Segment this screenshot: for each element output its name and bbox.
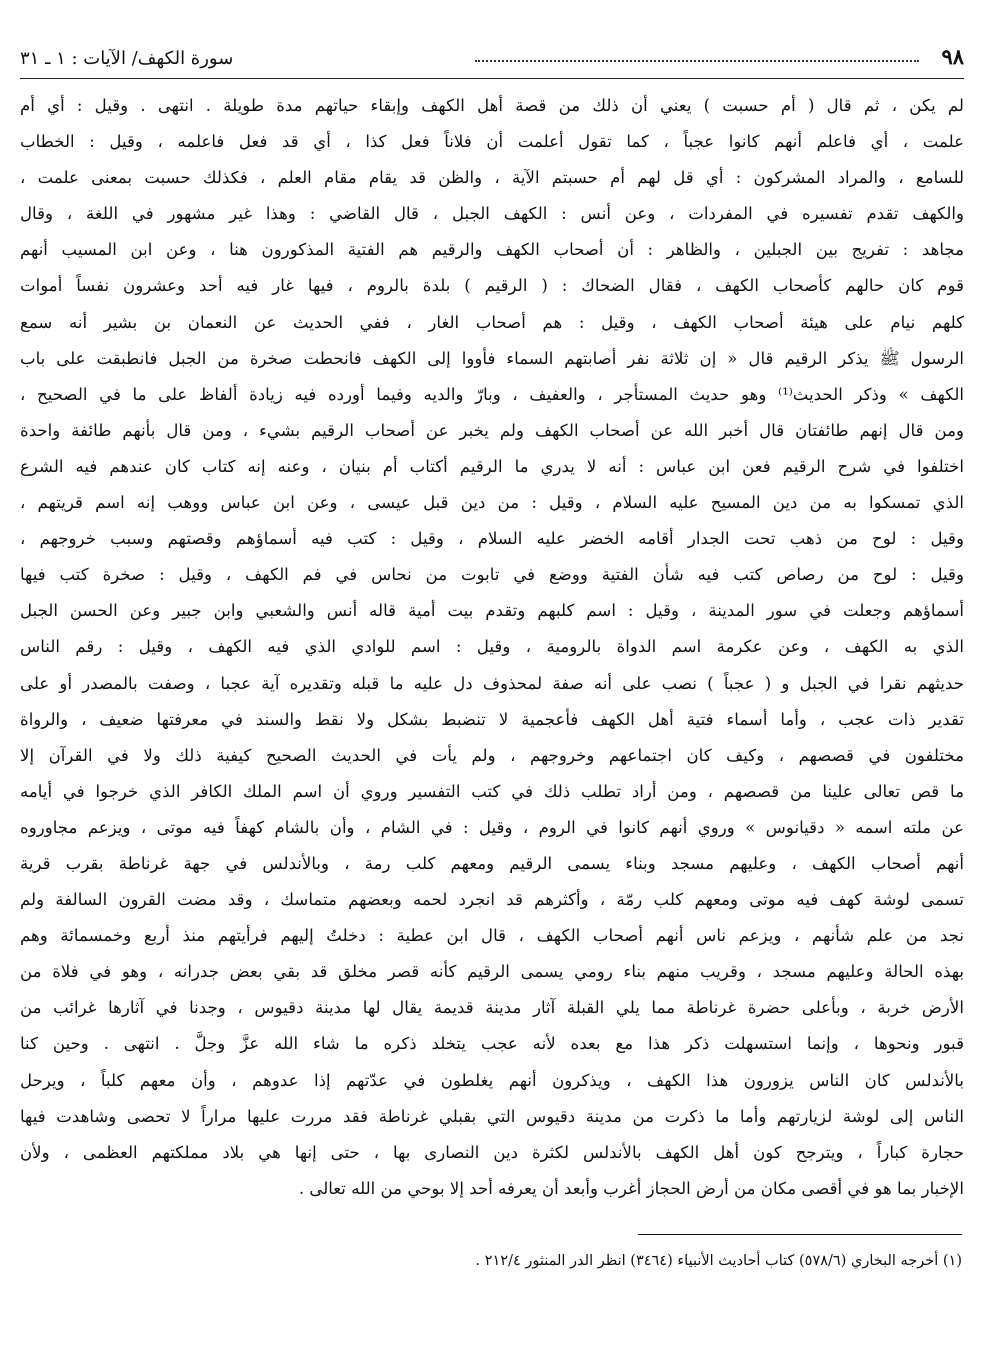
body-line: بالأندلس كان الناس يزورون هذا الكهف ، ويذكرون أنهم يغلطون في عدّتهم إذا عدوهم ، وأن معهم كلباً ، ويرحل xyxy=(20,1070,964,1090)
body-line: كلهم نيام على هيئة أصحاب الكهف ، وقيل : هم أصحاب الغار ، ففي الحديث عن النعمان بن بشير أنه سمع xyxy=(20,312,964,332)
body-line: تسمى لوشة كهف فيه موتى ومعهم كلب رمّة ، وأكثرهم قد انجرد لحمه وبعضهم متماسك ، وقد مضت القرون السالفة ولم xyxy=(20,890,964,910)
body-line: اختلفوا في شرح الرقيم فعن ابن عباس : أنه لا يدري ما الرقيم أكتاب أم بنيان ، وعنه إنه كتاب كان عندهم فيه الشرع xyxy=(20,456,964,476)
body-line: أنهم أصحاب الكهف ، وعليهم مسجد وبناء يسمى الرقيم ومعهم كلب رمة ، وبالأندلس في جهة غرناطة بقرب قرية xyxy=(20,853,964,873)
page-header xyxy=(20,44,964,79)
header-dotted-leader xyxy=(475,60,920,62)
body-line: قبور ونحوها ، وإنما استسهلت ذكر هذا مع بعده لأنه عجب يتخلد ذكره ما شاء الله عزَّ وجلَّ . انتهى . وحين كنا xyxy=(20,1034,964,1054)
body-line: عن ملته اسمه « دقيانوس » وروي أنهم كانوا في الروم ، وقيل : في الشام ، وأن بالشام كهفاً فيه موتى ، ويزعم مجاوروه xyxy=(20,817,964,837)
body-line: الناس إلى لوشة لزيارتهم وأما ما ذكرت من مدينة دقيوس التي بقبلي غرناطة فقد مررت عليها مراراً لا تحصى وشاهدت فيها xyxy=(20,1106,964,1126)
footnote-separator xyxy=(638,1234,962,1235)
footnote: (١) أخرجه البخاري (٥٧٨/٦) كتاب أحاديث الأنبياء (٣٤٦٤) انظر الدر المنثور ٢١٢/٤ . xyxy=(475,1253,962,1269)
page-number: ٩٨ xyxy=(941,44,964,69)
body-line: نجد من علم شأنهم ، ويزعم ناس أنهم أصحاب الكهف ، قال ابن عطية : دخلتُ إليهم فرأيتهم منذ أربع وخمسمائة وهم xyxy=(20,926,964,946)
running-title: سورة الكهف/ الآيات : ١ ـ ٣١ xyxy=(20,48,234,69)
body-line: تقدير ذات عجب ، وأما أسماء فتية أهل الكهف فأعجمية لا تنضبط بشكل ولا نقط والسند في معرفتها ضعيف ، والرواة xyxy=(20,709,964,729)
body-line: وقيل : لوح من ذهب تحت الجدار أقامه الخضر عليه السلام ، وقيل : كتب فيه أسماؤهم وقصتهم وسبب خروجهم ، xyxy=(20,529,964,549)
body-line: للسامع ، والمراد المشركون : أي قل لهم أم حسبتم الآية ، والظن قد يقام مقام العلم ، فكذلك حسبت بمعنى علمت ، xyxy=(20,168,964,188)
body-line: وقيل : لوح من رصاص كتب فيه شأن الفتية ووضع في تابوت من نحاس في فم الكهف ، وقيل : صخرة كتب فيها xyxy=(20,565,964,585)
body-line: قوم كان حالهم كأصحاب الكهف ، فقال الضحاك : ( الرقيم ) بلدة بالروم ، فيها غار فيه أحد وعشرون نفساً أموات xyxy=(20,276,964,296)
body-line: الذي تمسكوا به من دين المسيح عليه السلام ، وقيل : من دين قبل عيسى ، وعن ابن عباس ووهب إنه اسم قريتهم ، xyxy=(20,493,964,513)
body-line: مجاهد : تفريج بين الجبلين ، والظاهر : أن أصحاب الكهف والرقيم هم الفتية المذكورون هنا ، وعن ابن المسيب أنهم xyxy=(20,240,964,260)
body-line: حجارة كباراً ، ويترجح كون أهل الكهف بالأندلس لكثرة دين النصارى بها ، حتى إنها هي بلاد مملكتهم العظمى ، ولأن xyxy=(20,1142,964,1162)
body-line: والكهف تقدم تفسيره في المفردات ، وعن أنس : الكهف الجبل ، قال القاضي : وهذا غير مشهور في اللغة ، وقال xyxy=(20,204,964,224)
body-line: حديثهم نقرا في الجبل و ( عجباً ) نصب على أنه صفة لمحذوف دل عليه ما قبله وتقديره آية عجبا ، وصفت بالمصدر أو على xyxy=(20,673,964,693)
body-line: ومن قال إنهم طائفتان قال أخبر الله عن أصحاب الكهف ولم يخبر عن أصحاب الرقيم بشيء ، ومن قال بأنهم طائفة واحدة xyxy=(20,420,964,440)
body-line: علمت ، أي فاعلم أنهم كانوا عجباً ، كما تقول أعلمت أن فلاناً فعل كذا ، أي قد فعل فاعلمه ، وقيل : الخطاب xyxy=(20,132,964,152)
body-line: لم يكن ، ثم قال ( أم حسبت ) يعني أن ذلك من قصة أهل الكهف وإبقاء حياتهم مدة طويلة . انتهى . وقيل : أي أم xyxy=(20,96,964,115)
body-line: الأرض خربة ، وبأعلى حضرة غرناطة مما يلي القبلة آثار مدينة قديمة يقال لها مدينة دقيوس ، وجدنا في آثارها غرائب من xyxy=(20,998,964,1018)
body-line: الذي به الكهف ، وعن عكرمة اسم الدواة بالرومية ، وقيل : اسم للوادي الذي فيه الكهف ، وقيل : رقم الناس xyxy=(20,637,964,657)
body-line: الإخبار بما هو في أقصى مكان من أرض الحجاز أغرب وأبعد أن يعرفه أحد إلا بوحي من الله تعالى . xyxy=(298,1178,964,1198)
body-line: الكهف » وذكر الحديث⁽¹⁾ وهو حديث المستأجر ، والعفيف ، وبارّ والديه وفيما أورده فيه زيادة ألفاظ على ما في الصحيح ، xyxy=(20,384,964,404)
body-line: الرسول ﷺ يذكر الرقيم قال « إن ثلاثة نفر أصابتهم السماء فأووا إلى الكهف فانحطت صخرة من الجبل فانطبقت على باب xyxy=(20,348,964,368)
body-line: مختلفون في قصصهم ، وكيف كان اجتماعهم وخروجهم ، ولم يأت في الحديث الصحيح كيفية ذلك ولا في القرآن إلا xyxy=(20,745,964,765)
body-line: بهذه الحالة وعليهم مسجد ، وقريب منهم بناء رومي يسمى الرقيم كأنه قصر مخلق قد بقي بعض جدرانه ، وهو في فلاة من xyxy=(20,962,964,982)
body-line: ما قص تعالى علينا من قصصهم ، ومن أراد تطلب ذلك في كتب التفسير وروي أن اسم الملك الكافر الذي خرجوا في أيامه xyxy=(20,781,964,801)
body-line: أسماؤهم وجعلت في سور المدينة ، وقيل : اسم كلبهم وتقدم بيت أمية قاله أنس والشعبي وابن جبير وعن الحسن الجبل xyxy=(20,601,964,621)
body-text xyxy=(20,88,964,1207)
